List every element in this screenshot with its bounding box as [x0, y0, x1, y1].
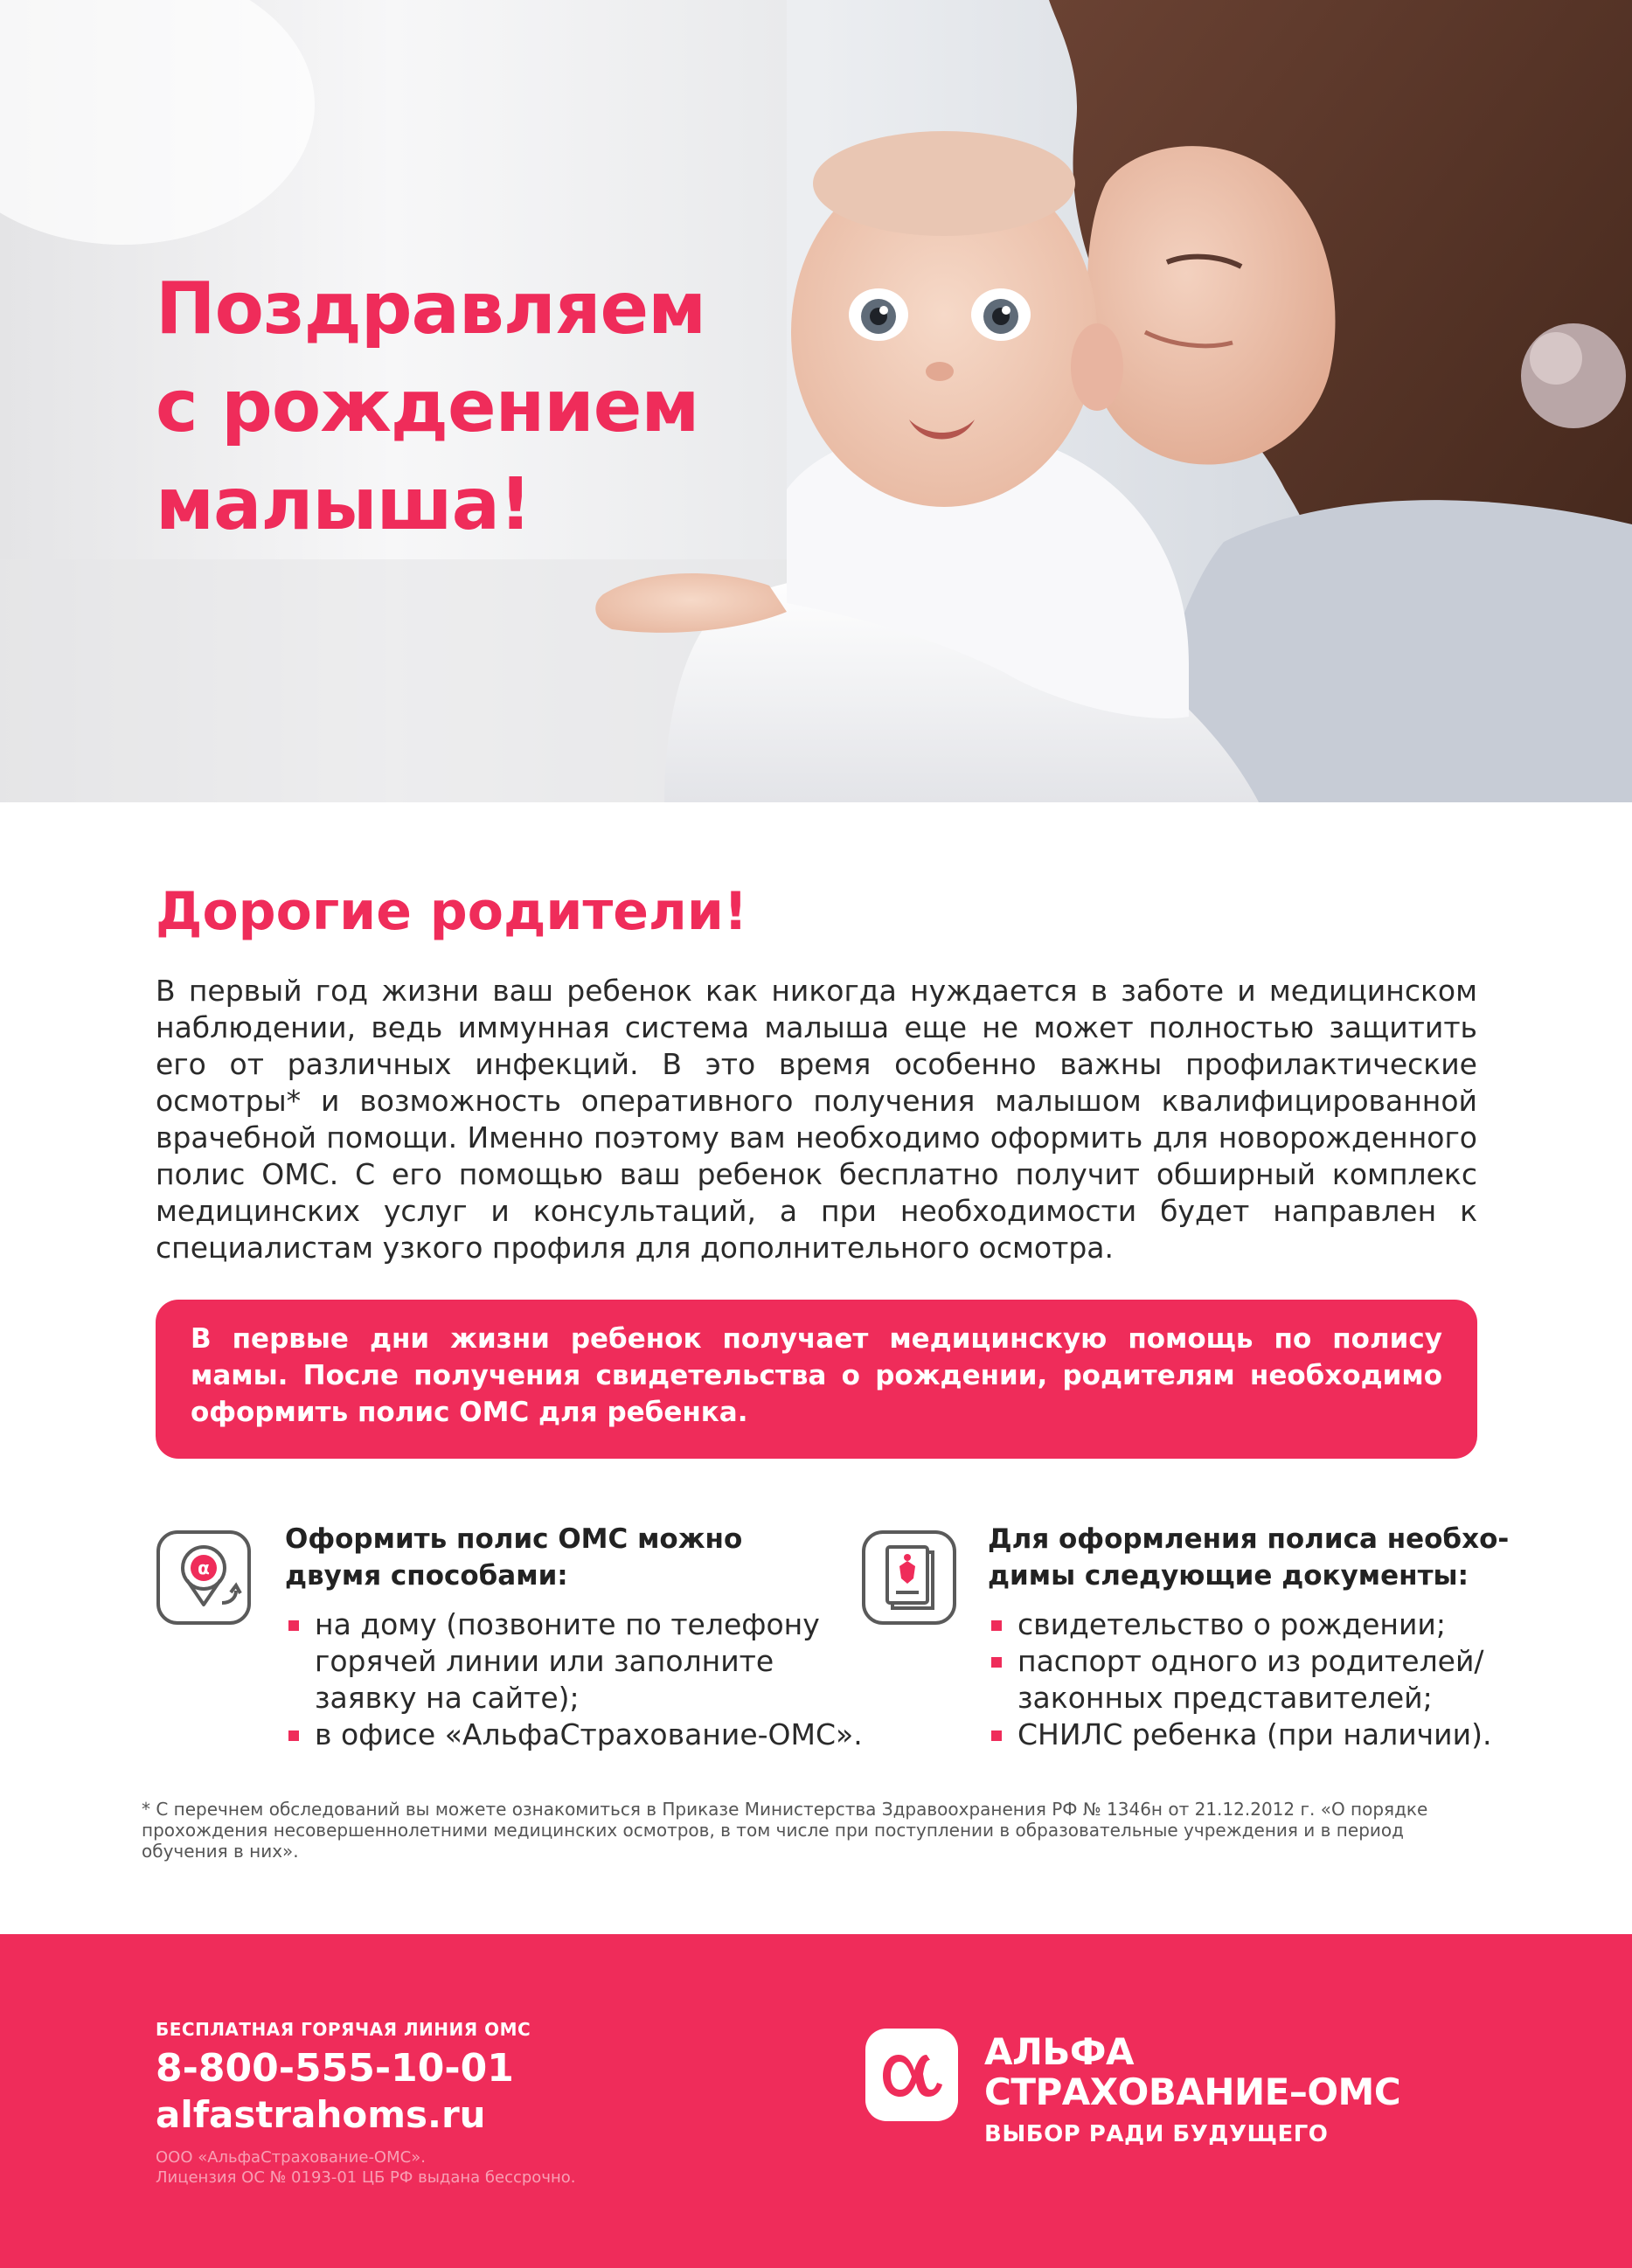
ways-heading-line: двумя способами:	[285, 1560, 568, 1592]
intro-paragraph: В первый год жизни ваш ребенок как никогда нуждается в заботе и медицинском наблюдении, ведь иммунная система малыша еще не может полностью защитить его от различных инфекций. В это время особенно важны профилактические осмотры* и возможность оперативного получения малышом квалифицированной врачебной помощи. Именно поэтому вам необходимо оформить для новорожденного полис ОМС. С его помощью ваш ребенок бесплатно получит обширный комплекс медицинских услуг и консультаций, а при необходимости будет направлен к специалистам узкого профиля для дополнительного осмотра.	[156, 974, 1477, 1265]
list-item	[285, 1606, 863, 1717]
bullet-icon	[991, 1620, 1002, 1631]
bullet-icon	[288, 1730, 299, 1741]
list-item-line: законных представителей;	[1017, 1681, 1433, 1715]
list-item-line: заявку на сайте);	[315, 1681, 580, 1715]
website-link[interactable]: alfastrahoms.ru	[156, 2093, 486, 2136]
ways-heading	[285, 1521, 863, 1594]
hero-title-line: с рождением	[156, 365, 699, 448]
ways-heading-line: Оформить полис ОМС можно	[285, 1523, 743, 1555]
ways-list	[285, 1606, 863, 1753]
bullet-icon	[991, 1657, 1002, 1668]
bullet-icon	[288, 1620, 299, 1631]
alfa-symbol-icon	[865, 2029, 958, 2121]
alfa-logo-icon	[865, 2029, 958, 2121]
hotline-phone[interactable]: 8-800-555-10-01	[156, 2046, 514, 2091]
svg-text:α: α	[198, 1557, 210, 1578]
documents-list	[988, 1606, 1509, 1753]
brand-name-line-2: СТРАХОВАНИЕ–ОМС	[984, 2070, 1401, 2113]
hotline-label: БЕСПЛАТНАЯ ГОРЯЧАЯ ЛИНИЯ ОМС	[156, 2019, 531, 2040]
hero-title-line: Поздравляем	[156, 267, 706, 350]
list-item	[285, 1717, 863, 1753]
hero-title-line: малыша!	[156, 463, 531, 546]
documents-heading-line: димы следующие документы:	[988, 1560, 1469, 1592]
documents-text	[988, 1521, 1509, 1753]
notice-banner	[156, 1300, 1477, 1459]
greeting-heading: Дорогие родители!	[156, 881, 748, 942]
bullet-icon	[991, 1730, 1002, 1741]
brand-tagline: ВЫБОР РАДИ БУДУЩЕГО	[984, 2121, 1329, 2147]
hero-banner	[0, 0, 1632, 802]
list-item-line: в офисе «АльфаСтрахование-ОМС».	[315, 1717, 863, 1751]
documents-heading	[988, 1521, 1509, 1594]
ways-text	[285, 1521, 863, 1753]
document-emblem-icon	[861, 1529, 957, 1626]
list-item	[988, 1606, 1509, 1643]
legal-line: Лицензия ОС № 0193-01 ЦБ РФ выдана бессрочно.	[156, 2168, 576, 2187]
location-pin-alpha-icon	[156, 1529, 252, 1626]
list-item-line: свидетельство о рождении;	[1017, 1607, 1446, 1641]
list-item-line: СНИЛС ребенка (при наличии).	[1017, 1717, 1492, 1751]
documents-heading-line: Для оформления полиса необхо-	[988, 1523, 1510, 1555]
notice-text: В первые дни жизни ребенок получает медицинскую помощь по полису мамы. После получения свидетельства о рождении, родителям необходимо оформить полис ОМС для ребенка.	[191, 1323, 1442, 1428]
list-item-line: горячей линии или заполните	[315, 1644, 774, 1678]
footer	[0, 1934, 1632, 2268]
list-item	[988, 1643, 1509, 1717]
brand-name-line-1: АЛЬФА	[984, 2030, 1135, 2073]
legal-line: ООО «АльфаСтрахование-ОМС».	[156, 2148, 426, 2167]
hero-title	[156, 260, 820, 554]
footnote: * С перечнем обследований вы можете ознакомиться в Приказе Министерства Здравоохранения РФ № 1346н от 21.12.2012 г. «О порядке прохождения несовершеннолетними медицинских осмотров, в том числе при поступлении в образовательные учреждения и в период обучения в них».	[142, 1799, 1428, 1862]
legal-info	[156, 2147, 575, 2188]
list-item-line: паспорт одного из родителей/	[1017, 1644, 1484, 1678]
list-item	[988, 1717, 1509, 1753]
list-item-line: на дому (позвоните по телефону	[315, 1607, 820, 1641]
